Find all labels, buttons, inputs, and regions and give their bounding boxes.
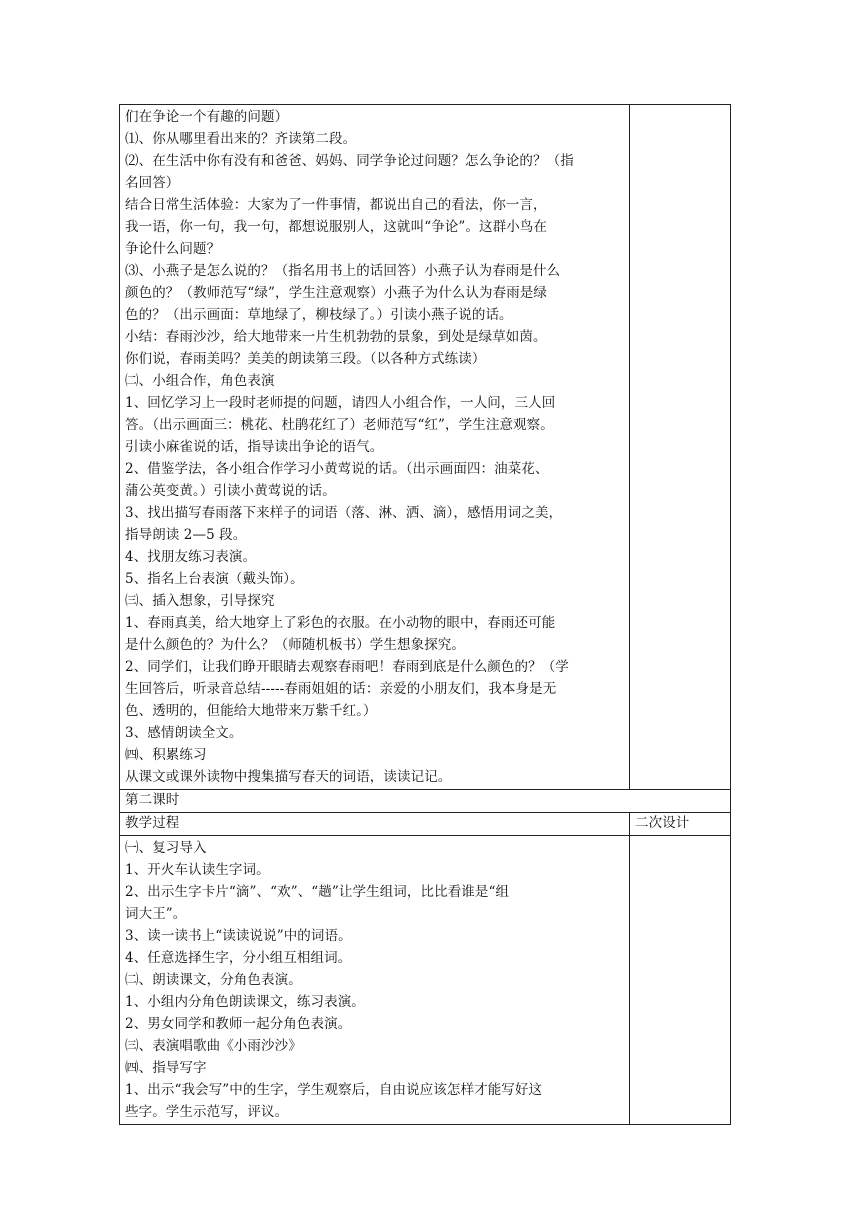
second-redesign-cell <box>630 836 731 1125</box>
text-line: ⑵、在生活中你有没有和爸爸、妈妈、同学争论过问题？怎么争论的？（指 <box>125 153 574 169</box>
text-line: 1、开火车认读生字词。 <box>125 862 270 878</box>
text-line: 名回答） <box>125 175 180 191</box>
lesson-plan-table <box>119 104 731 1125</box>
second-period-title: 第二课时 <box>125 792 180 808</box>
process-header-label: 教学过程 <box>125 815 180 831</box>
header-row <box>120 813 731 836</box>
text-line: 3、感情朗读全文。 <box>125 725 243 741</box>
text-line: 2、出示生字卡片“滴”、“欢”、“趟”让学生组词，比比看谁是“组 <box>125 884 510 900</box>
text-line: 引读小麻雀说的话，指导读出争论的语气。 <box>125 439 384 455</box>
second-period-row <box>120 836 731 1125</box>
second-period-title-row <box>120 790 731 813</box>
text-line: 们在争论一个有趣的问题） <box>125 109 289 125</box>
text-line: ㈠、复习导入 <box>125 840 207 856</box>
text-line: 1、回忆学习上一段时老师提的问题，请四人小组合作，一人问，三人回 <box>125 395 556 411</box>
text-line: 小结：春雨沙沙，给大地带来一片生机勃勃的景象，到处是绿草如茵。 <box>125 329 547 345</box>
teaching-process-cell <box>120 105 630 790</box>
text-line: 结合日常生活体验：大家为了一件事情，都说出自己的看法，你一言， <box>125 197 547 213</box>
text-line: ⑴、你从哪里看出来的？齐读第二段。 <box>125 131 357 147</box>
text-line: 是什么颜色的？为什么？（师随机板书）学生想象探究。 <box>125 637 465 653</box>
text-line: 指导朗读 2—5 段。 <box>125 527 247 543</box>
text-line: 1、小组内分角色朗读课文，练习表演。 <box>125 994 365 1010</box>
text-line: 1、出示“我会写”中的生字，学生观察后，自由说应该怎样才能写好这 <box>125 1082 543 1098</box>
text-line: ㈡、朗读课文，分角色表演。 <box>125 972 302 988</box>
text-line: 2、同学们，让我们睁开眼睛去观察春雨吧！春雨到底是什么颜色的？（学 <box>125 659 569 675</box>
text-line: 4、任意选择生字，分小组互相组词。 <box>125 950 352 966</box>
redesign-header-cell <box>630 813 731 836</box>
text-line: 3、读一读书上“读读说说”中的词语。 <box>125 928 352 944</box>
text-line: 些字。学生示范写，评议。 <box>125 1104 289 1120</box>
text-line: ㈣、积累练习 <box>125 747 207 763</box>
text-line: 我一语，你一句，我一句，都想说服别人，这就叫“争论”。这群小鸟在 <box>125 219 548 235</box>
text-line: 4、找朋友练习表演。 <box>125 549 257 565</box>
text-line: ⑶、小燕子是怎么说的？（指名用书上的话回答）小燕子认为春雨是什么 <box>125 263 561 279</box>
text-line: 生回答后，听录音总结-----春雨姐姐的话：亲爱的小朋友们，我本身是无 <box>125 681 557 697</box>
text-line: 2、男女同学和教师一起分角色表演。 <box>125 1016 352 1032</box>
first-period-row <box>120 105 731 790</box>
text-line: 争论什么问题？ <box>125 241 221 257</box>
text-line: 色、透明的，但能给大地带来万紫千红。） <box>125 703 377 719</box>
text-line: 1、春雨真美，给大地穿上了彩色的衣服。在小动物的眼中，春雨还可能 <box>125 615 556 631</box>
text-line: 色的？（出示画面：草地绿了，柳枝绿了。）引读小燕子说的话。 <box>125 307 513 323</box>
text-line: 颜色的？（教师范写“绿”，学生注意观察）小燕子为什么认为春雨是绿 <box>125 285 548 301</box>
text-line: 5、指名上台表演（戴头饰）。 <box>125 571 304 587</box>
second-period-title-cell <box>120 790 731 813</box>
text-line: 词大王”。 <box>125 906 187 922</box>
process-header-cell <box>120 813 630 836</box>
text-line: ㈢、插入想象，引导探究 <box>125 593 275 609</box>
redesign-header-label: 二次设计 <box>635 815 690 831</box>
text-line: ㈢、表演唱歌曲《小雨沙沙》 <box>125 1038 302 1054</box>
text-line: 蒲公英变黄。）引读小黄莺说的话。 <box>125 483 336 499</box>
text-line: ㈣、指导写字 <box>125 1060 207 1076</box>
text-line: 答。（出示画面三：桃花、杜鹃花红了）老师范写“红”，学生注意观察。 <box>125 417 554 433</box>
second-process-cell <box>120 836 630 1125</box>
text-line: ㈡、小组合作，角色表演 <box>125 373 275 389</box>
text-line: 你们说，春雨美吗？美美的朗读第三段。（以各种方式练读） <box>125 351 486 367</box>
redesign-cell <box>630 105 731 790</box>
text-line: 2、借鉴学法，各小组合作学习小黄莺说的话。（出示画面四：油菜花、 <box>125 461 549 477</box>
text-line: 3、找出描写春雨落下来样子的词语（落、淋、洒、滴），感悟用词之美， <box>125 505 563 521</box>
text-line: 从课文或课外读物中搜集描写春天的词语，读读记记。 <box>125 769 452 785</box>
